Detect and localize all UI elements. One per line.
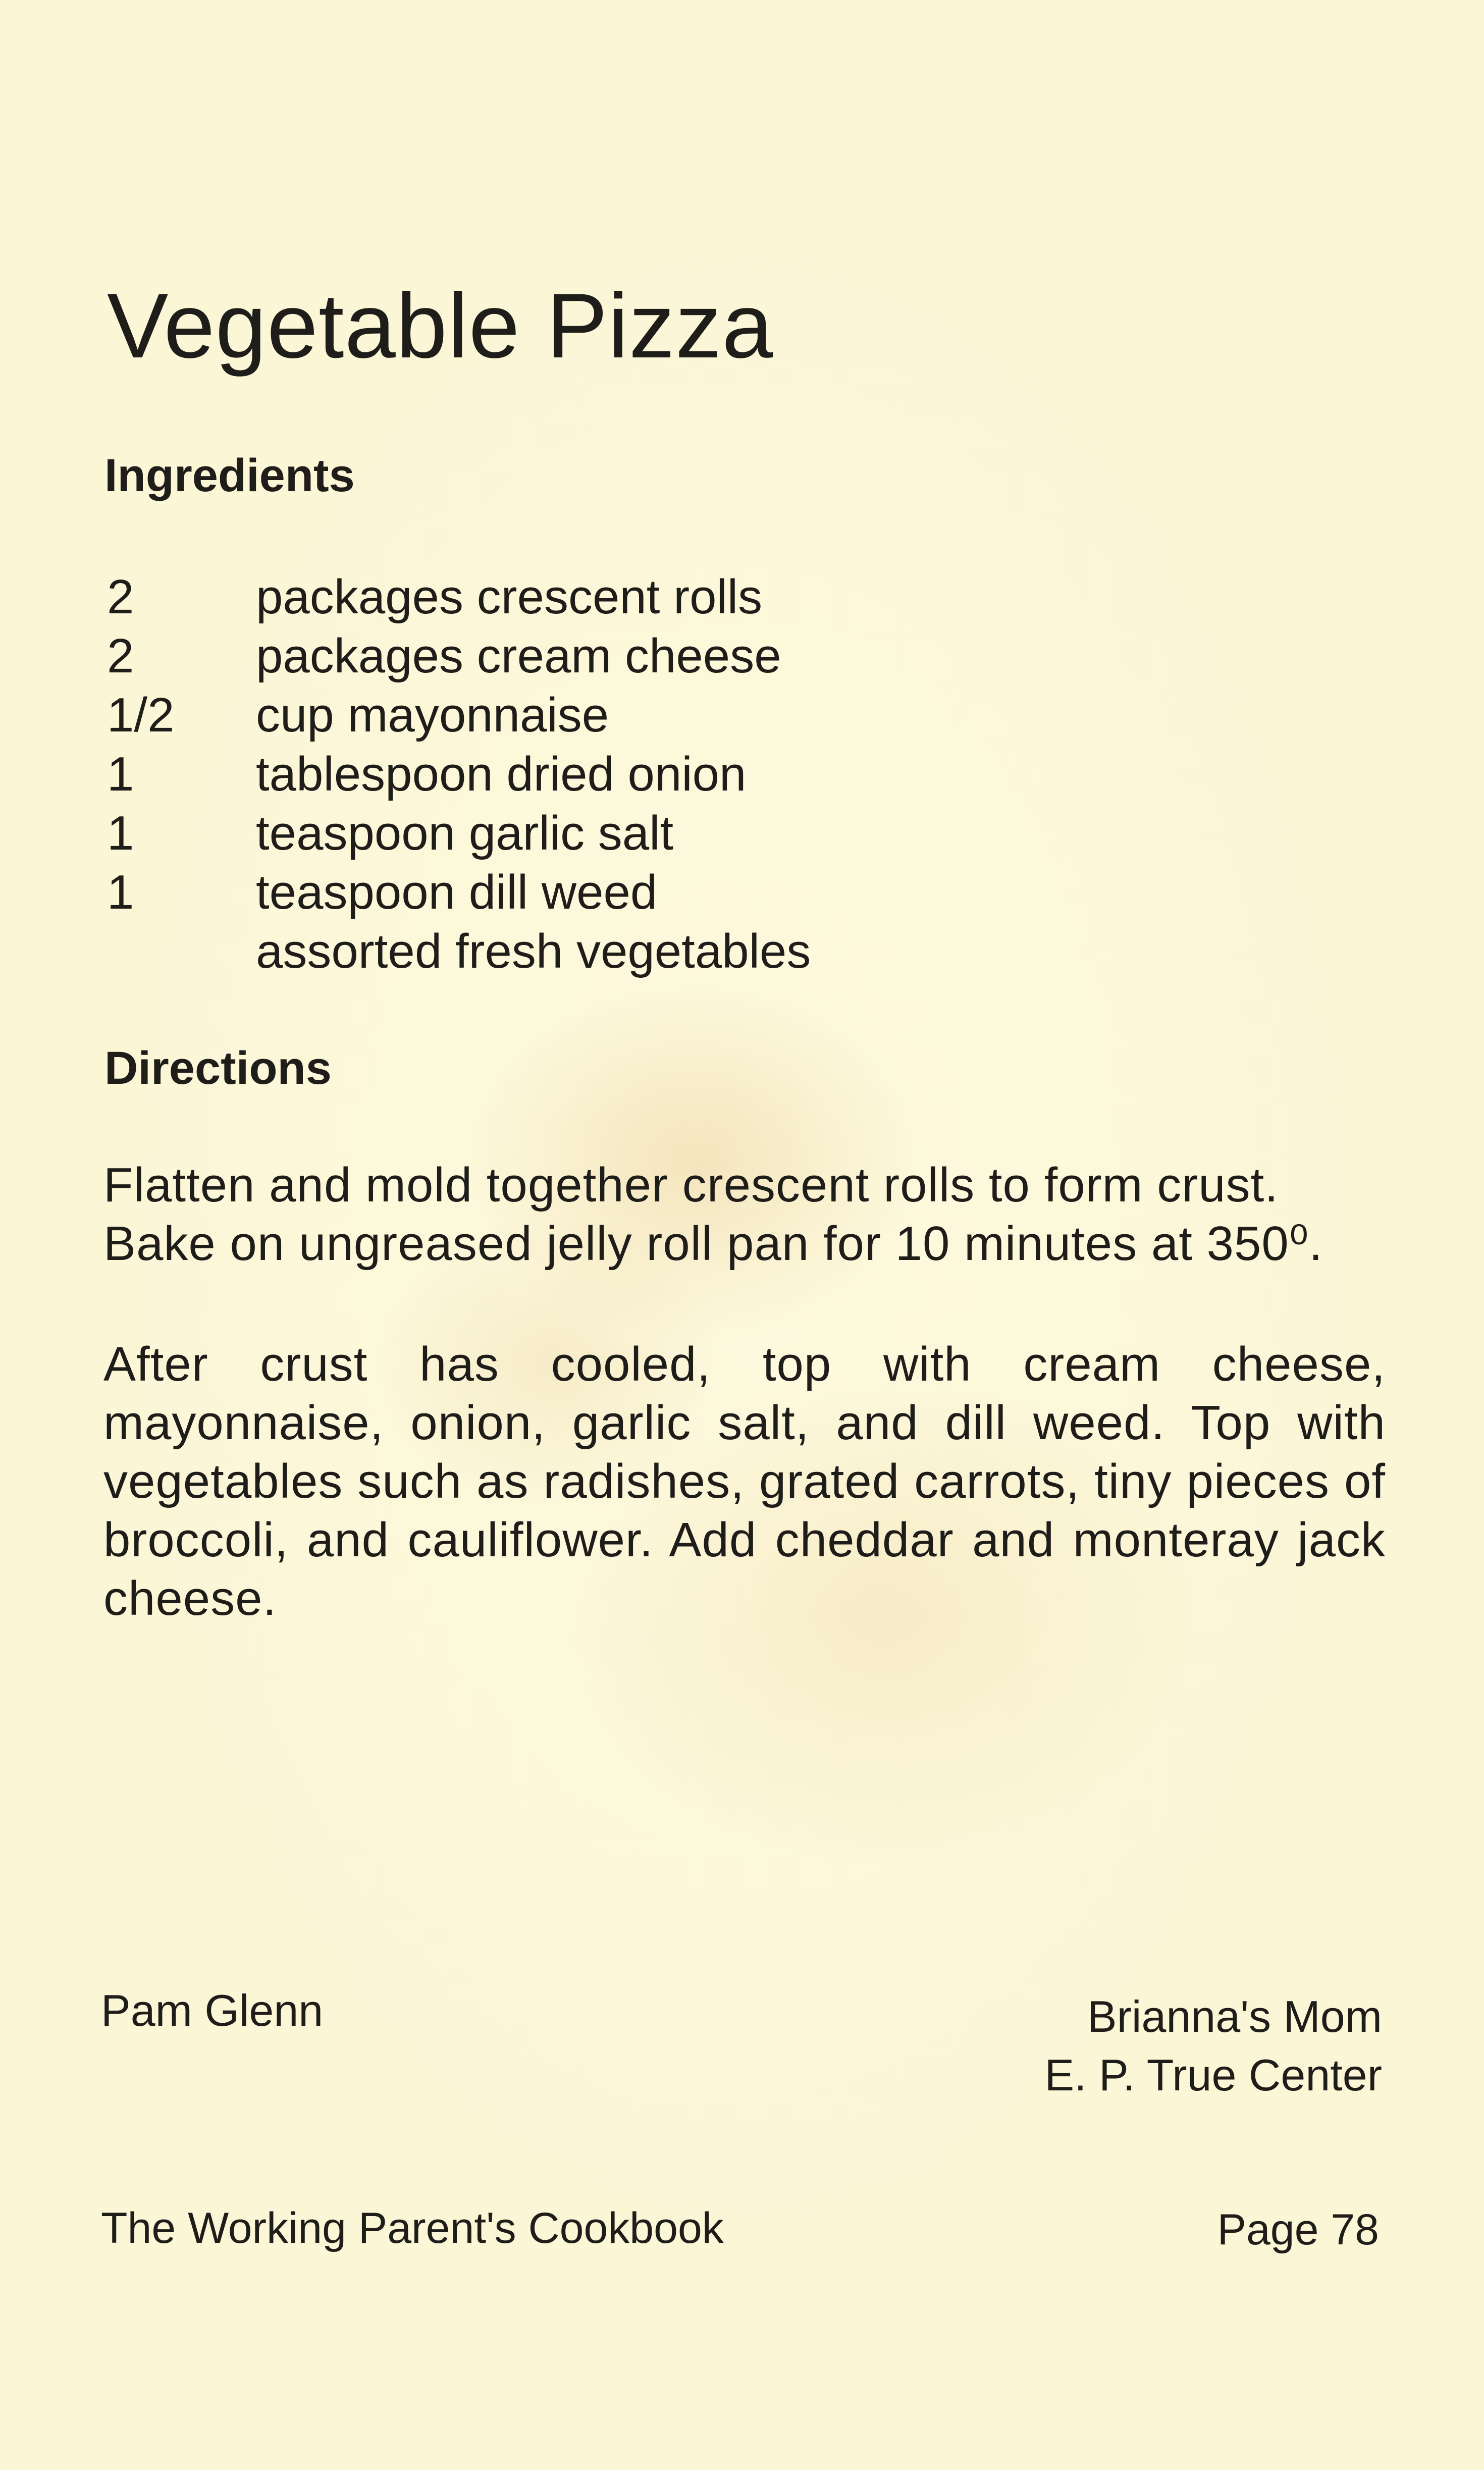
ingredient-item: packages crescent rolls [256, 570, 763, 624]
contributor-relation: Brianna's Mom [1087, 1991, 1382, 2041]
ingredient-item: tablespoon dried onion [256, 747, 747, 801]
ingredient-qty: 1 [107, 747, 134, 801]
directions-heading: Directions [104, 1042, 332, 1094]
ingredient-item: teaspoon garlic salt [256, 806, 674, 860]
contributor-center: E. P. True Center [1044, 2050, 1382, 2100]
ingredient-qty: 1 [107, 806, 134, 860]
ingredient-item: assorted fresh vegetables [256, 924, 811, 978]
ingredient-item: teaspoon dill weed [256, 865, 658, 919]
recipe-title: Vegetable Pizza [107, 274, 774, 377]
ingredient-qty: 1/2 [107, 688, 175, 742]
ingredient-qty: 2 [107, 629, 134, 683]
page-number: Page 78 [1217, 2205, 1379, 2254]
directions-paragraph: Flatten and mold together crescent rolls to form crust. Bake on ungreased jelly roll pan for 10 minutes at 350⁰. [103, 1158, 1323, 1271]
directions-paragraph: After crust has cooled, top with cream cheese, mayonnaise, onion, garlic salt, and dill weed. Top with vegetables such as radishes, grated carrots, tiny pieces of broccoli, and cauliflower. Add cheddar and monteray jack cheese. [103, 1337, 1386, 1625]
ingredient-qty: 2 [107, 570, 134, 624]
book-title: The Working Parent's Cookbook [101, 2204, 724, 2252]
contributor-name: Pam Glenn [101, 1985, 324, 2035]
ingredient-item: cup mayonnaise [256, 688, 609, 742]
ingredient-qty: 1 [107, 865, 134, 919]
ingredient-item: packages cream cheese [256, 629, 781, 683]
ingredients-heading: Ingredients [104, 450, 355, 501]
